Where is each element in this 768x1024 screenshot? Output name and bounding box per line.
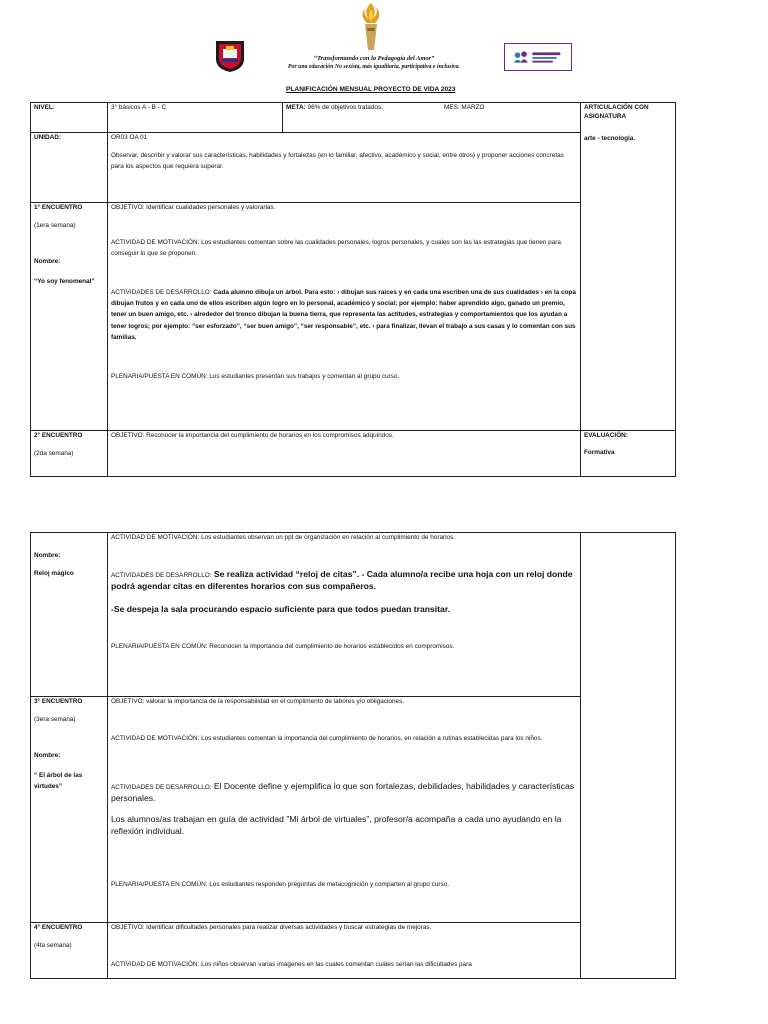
unidad-label: UNIDAD: bbox=[34, 134, 61, 141]
encuentro-2-nombre: Reloj mágico bbox=[34, 570, 74, 577]
encuentro-2-nombre-label: Nombre: bbox=[34, 552, 61, 559]
encuentro-2-content-cell bbox=[108, 533, 581, 697]
encuentro-2-objetivo: OBJETIVO: Reconocer la importancia del cumplimiento de horarios en los compromisos adquiridos. bbox=[111, 432, 394, 439]
encuentro-3-nombre-label: Nombre: bbox=[34, 752, 61, 759]
motto-line-1: “Transformando con la Pedagogía del Amor” bbox=[313, 55, 435, 62]
encuentro-1-label: 1° ENCUENTRO bbox=[34, 204, 83, 211]
unidad-code: OR03 OA 01 bbox=[111, 134, 148, 141]
torch-icon bbox=[357, 2, 385, 52]
encuentro-3-week: (3era semana) bbox=[34, 716, 76, 723]
evaluacion-value: Formativa bbox=[584, 449, 615, 456]
planning-table-page-1 bbox=[30, 102, 676, 477]
encuentro-3-motivacion: ACTIVIDAD DE MOTIVACIÓN: Los estudiantes comentan la importancia del cumplimiento de horarios, en relación a rutinas establecidas para los niños. bbox=[111, 735, 543, 742]
encuentro-2-objetivo-cell bbox=[108, 431, 581, 477]
encuentro-3-desarrollo-label: ACTIVIDADES DE DESARROLLO: bbox=[111, 784, 212, 791]
encuentro-1-nombre-label: Nombre: bbox=[34, 258, 61, 265]
encuentro-2-cell bbox=[31, 431, 108, 477]
encuentro-4-label: 4° ENCUENTRO bbox=[34, 924, 83, 931]
encuentro-1-desarrollo-label: ACTIVIDADES DE DESARROLLO: bbox=[111, 289, 212, 296]
encuentro-2-name-cell bbox=[31, 533, 108, 697]
encuentro-2-motivacion: ACTIVIDAD DE MOTIVACIÓN: Los estudiantes observan un ppt de organización en relación al cumplimiento de horarios. bbox=[111, 534, 456, 541]
encuentro-3-desarrollo-2: Los alumnos/as trabajan en guía de actividad "Mi árbol de virtuales", profesor/a acompaña a cada uno ayudando en la reflexión individual. bbox=[111, 814, 562, 837]
right-column-cell bbox=[581, 533, 676, 979]
school-crest-icon bbox=[214, 37, 246, 73]
encuentro-3-plenaria: PLENARIA/PUESTA EN COMÚN: Los estudiantes responden preguntas de metacognición y comparten al grupo curso. bbox=[111, 881, 450, 888]
encuentro-4-motivacion: ACTIVIDAD DE MOTIVACIÓN: Los niños observan varias imágenes en las cuales comentan cuáles serían las dificultades para bbox=[111, 961, 472, 968]
unidad-content-cell bbox=[108, 133, 581, 203]
articulacion-label: ARTICULACIÓN CON ASIGNATURA bbox=[584, 104, 649, 120]
unidad-label-cell bbox=[31, 133, 108, 203]
encuentro-3-objetivo: OBJETIVO: valorar la importancia de la responsabilidad en el cumplimento de labores y/o obligaciones. bbox=[111, 698, 405, 705]
encuentro-1-nombre: “Yo soy fenomenal” bbox=[34, 278, 95, 285]
encuentro-1-plenaria: PLENARIA/PUESTA EN COMÚN: Los estudiantes presentan sus trabajos y comentan al grupo curso. bbox=[111, 373, 400, 380]
encuentro-1-week: (1era semana) bbox=[34, 222, 76, 229]
program-logo-icon bbox=[504, 43, 572, 71]
encuentro-4-objetivo: OBJETIVO: Identificar dificultades personales para realizar diversas actividades y buscar estrategias de mejoras. bbox=[111, 924, 432, 931]
encuentro-1-content-cell bbox=[108, 203, 581, 431]
encuentro-1-objetivo: OBJETIVO: Identificar cualidades personales y valorarlas. bbox=[111, 204, 276, 211]
motto-line-2: Por una educación No sexista, más igualitaria, participativa e inclusiva. bbox=[288, 64, 460, 70]
articulacion-value: arte - tecnología. bbox=[584, 135, 636, 142]
month-value: MES: MARZO bbox=[444, 104, 485, 111]
meta-cell bbox=[283, 103, 581, 133]
articulacion-cell bbox=[581, 103, 676, 431]
encuentro-2-label: 2° ENCUENTRO bbox=[34, 432, 83, 439]
meta-value: 96% de objetivos tratados. bbox=[305, 104, 383, 111]
encuentro-2-week: (2da semana) bbox=[34, 450, 74, 457]
encuentro-1-desarrollo-text: Cada alumno dibuja un árbol. Para esto: › dibujan sus raíces y en cada una escriben una de sus cualidades › en la copa dibujan frutos y en cada uno de ellos escriben algún logro en lo personal, académico y social; por ejemplo: haber aprendido algo, ganado un premio, tener un buen amigo, etc. › alrededor del tronco dibujan la buena tierra, que representa las actitudes, estrategias y comportamientos que los ayudan a tener logros; por ejemplo: “ser esforzado”, “ser buen amigo”, “ser responsable”, etc. › para finalizar, llevan el trabajo a sus casas y lo comentan con sus familias. bbox=[111, 289, 576, 341]
evaluacion-label: EVALUACIÓN: bbox=[584, 432, 628, 439]
nivel-value: 3° básicos A - B - C bbox=[111, 104, 167, 111]
encuentro-4-cell bbox=[31, 923, 108, 979]
encuentro-1-motivacion: ACTIVIDAD DE MOTIVACIÓN: Los estudiantes comentan sobre las cualidades personales, logros personales, y cuales son las las estrategias que tienen para conseguir lo que se proponen. bbox=[111, 239, 561, 258]
encuentro-2-desarrollo-label: ACTIVIDADES DE DESARROLLO: bbox=[111, 572, 212, 579]
document-title: PLANIFICACIÓN MENSUAL PROYECTO DE VIDA 2023 bbox=[286, 86, 456, 93]
encuentro-1-cell bbox=[31, 203, 108, 431]
unidad-text: Observar, describir y valorar sus características, habilidades y fortalezas (en lo familiar, afectivo, académico y social, entre otros) y proponer acciones concretas para los aspectos que requiera superar. bbox=[111, 152, 564, 171]
encuentro-4-content-cell bbox=[108, 923, 581, 979]
encuentro-3-desarrollo-text: El Docente define y ejemplifica lo que son fortalezas, debilidades, habilidades y características personales. bbox=[111, 781, 575, 803]
encuentro-3-cell bbox=[31, 697, 108, 923]
encuentro-1-desarrollo bbox=[111, 287, 577, 343]
encuentro-2-plenaria: PLENARIA/PUESTA EN COMÚN: Reconocen la importancia del cumplimiento de horarios establecidos en compromisos. bbox=[111, 643, 455, 650]
encuentro-2-desarrollo-2: -Se despeja la sala procurando espacio suficiente para que todos puedan transitar. bbox=[111, 604, 451, 614]
evaluacion-cell bbox=[581, 431, 676, 477]
encuentro-3-content-cell bbox=[108, 697, 581, 923]
encuentro-4-week: (4ta semana) bbox=[34, 942, 72, 949]
nivel-label: NIVEL: bbox=[34, 104, 55, 111]
nivel-label-cell bbox=[31, 103, 108, 133]
meta-label: META: bbox=[286, 104, 306, 111]
encuentro-3-nombre: “ El árbol de las virtudes” bbox=[34, 772, 83, 791]
planning-table-page-2 bbox=[30, 532, 676, 979]
encuentro-2-desarrollo-text: Se realiza actividad “reloj de citas”. - Cada alumno/a recibe una hoja con un reloj donde podrá agendar citas en diferentes horarios con sus compañeros. bbox=[111, 569, 573, 591]
nivel-value-cell bbox=[108, 103, 283, 133]
encuentro-3-label: 3° ENCUENTRO bbox=[34, 698, 83, 705]
